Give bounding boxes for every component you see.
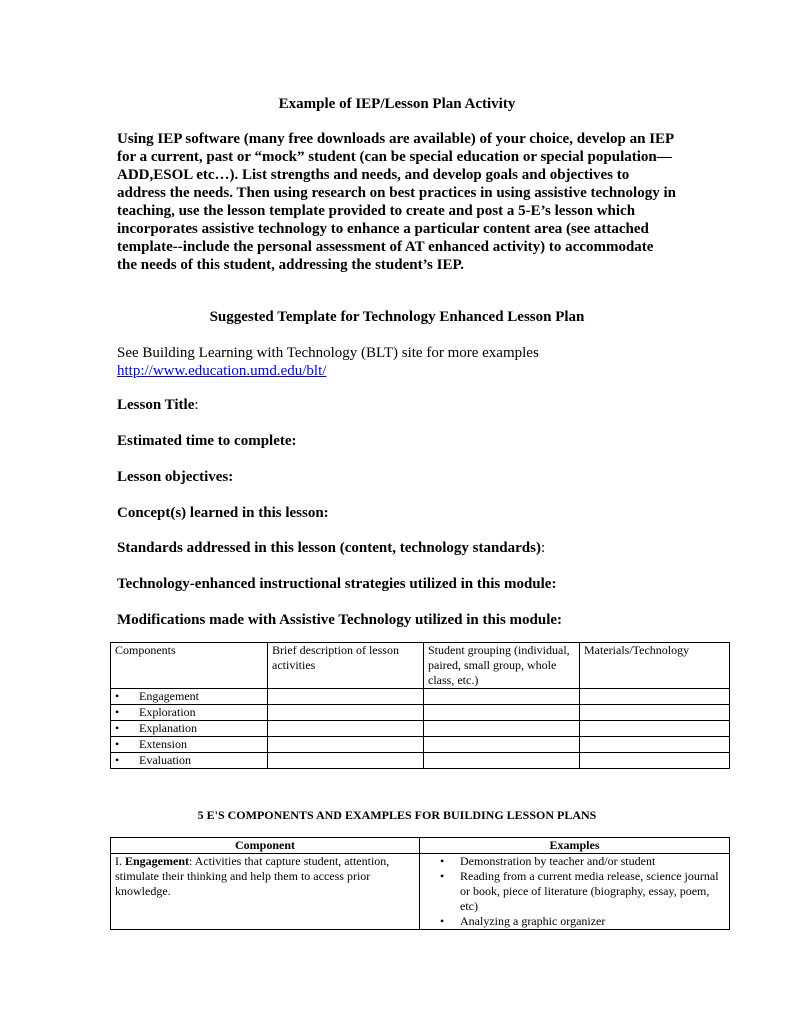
list-item: • Demonstration by teacher and/or student [446,854,725,869]
header-components: Components [111,643,268,689]
field-standards [117,540,545,557]
field-lesson-title-label: Lesson Title [117,397,195,413]
bullet-icon: • [115,737,120,751]
component-label: Explanation [139,721,197,735]
table-cell[interactable] [268,689,424,705]
table-row [111,705,730,721]
bullet-icon: • [115,753,120,767]
field-lesson-title-colon: : [194,397,199,413]
table-cell[interactable] [580,689,730,705]
engagement-label: Engagement [125,854,189,868]
components-header-row [111,643,730,689]
component-label: Evaluation [139,753,191,767]
field-concepts: Concept(s) learned in this lesson: [117,505,329,521]
table-cell[interactable] [268,753,424,769]
header-component: Component [111,838,420,854]
table-cell[interactable] [424,689,580,705]
components-table [110,642,730,769]
engagement-examples [420,854,730,930]
field-strategies: Technology-enhanced instructional strategies utilized in this module: [117,576,557,592]
document-title: Example of IEP/Lesson Plan Activity [278,96,516,112]
field-lesson-title [117,397,199,414]
bullet-icon: • [115,689,120,703]
field-modifications: Modifications made with Assistive Technology utilized in this module: [117,612,563,628]
engagement-text: : Activities that capture student, attention, stimulate their thinking and help them to access prior knowledge. [115,854,390,898]
table-cell[interactable] [424,705,580,721]
header-brief-description: Brief description of lesson activities [268,643,424,689]
header-materials: Materials/Technology [580,643,730,689]
header-examples: Examples [420,838,730,854]
field-standards-label: Standards addressed in this lesson (content, technology standards) [117,540,541,556]
table-cell[interactable] [580,705,730,721]
field-objectives: Lesson objectives: [117,469,234,485]
component-label: Exploration [139,705,196,719]
table-cell[interactable] [268,721,424,737]
table-row [111,854,730,930]
engagement-description [111,854,420,930]
bullet-icon: • [115,721,120,735]
see-paragraph [117,344,677,380]
table-cell[interactable] [268,737,424,753]
section-5e-title: 5 E'S COMPONENTS AND EXAMPLES FOR BUILDING LESSON PLANS [197,808,597,822]
bullet-icon: • [115,705,120,719]
five-e-table [110,837,730,930]
blt-link[interactable]: http://www.education.umd.edu/blt/ [117,363,327,379]
intro-paragraph: Using IEP software (many free downloads are available) of your choice, develop an IEP for a current, past or “mock” student (can be special education or special population—ADD,ESOL etc…). List strengths and needs, and develop goals and objectives to address the needs. Then using research on best practices in using assistive technology in teaching, use the lesson template provided to create and post a 5-E’s lesson which incorporates assistive technology to enhance a particular content area (see attached template--include the personal assessment of AT enhanced activity) to accommodate the needs of this student, addressing the student’s IEP. [117,131,676,273]
table-cell[interactable] [424,753,580,769]
table-cell[interactable] [580,753,730,769]
table-row [111,753,730,769]
table-cell[interactable] [424,721,580,737]
table-cell[interactable] [268,705,424,721]
table-cell[interactable] [580,737,730,753]
field-standards-colon: : [540,540,546,556]
engagement-prefix: I. [115,854,125,868]
table-row [111,689,730,705]
table-row [111,721,730,737]
table-cell[interactable] [424,737,580,753]
table-cell[interactable] [580,721,730,737]
component-label: Engagement [139,689,199,703]
field-estimated-time: Estimated time to complete: [117,433,297,449]
template-subtitle: Suggested Template for Technology Enhanced Lesson Plan [209,309,585,325]
five-e-header-row [111,838,730,854]
list-item: • Analyzing a graphic organizer [446,914,725,929]
component-label: Extension [139,737,187,751]
header-student-grouping: Student grouping (individual, paired, small group, whole class, etc.) [424,643,580,689]
table-row [111,737,730,753]
see-text: See Building Learning with Technology (BLT) site for more examples [117,345,539,361]
list-item: • Reading from a current media release, science journal or book, piece of literature (biography, essay, poem, etc) [446,869,725,914]
